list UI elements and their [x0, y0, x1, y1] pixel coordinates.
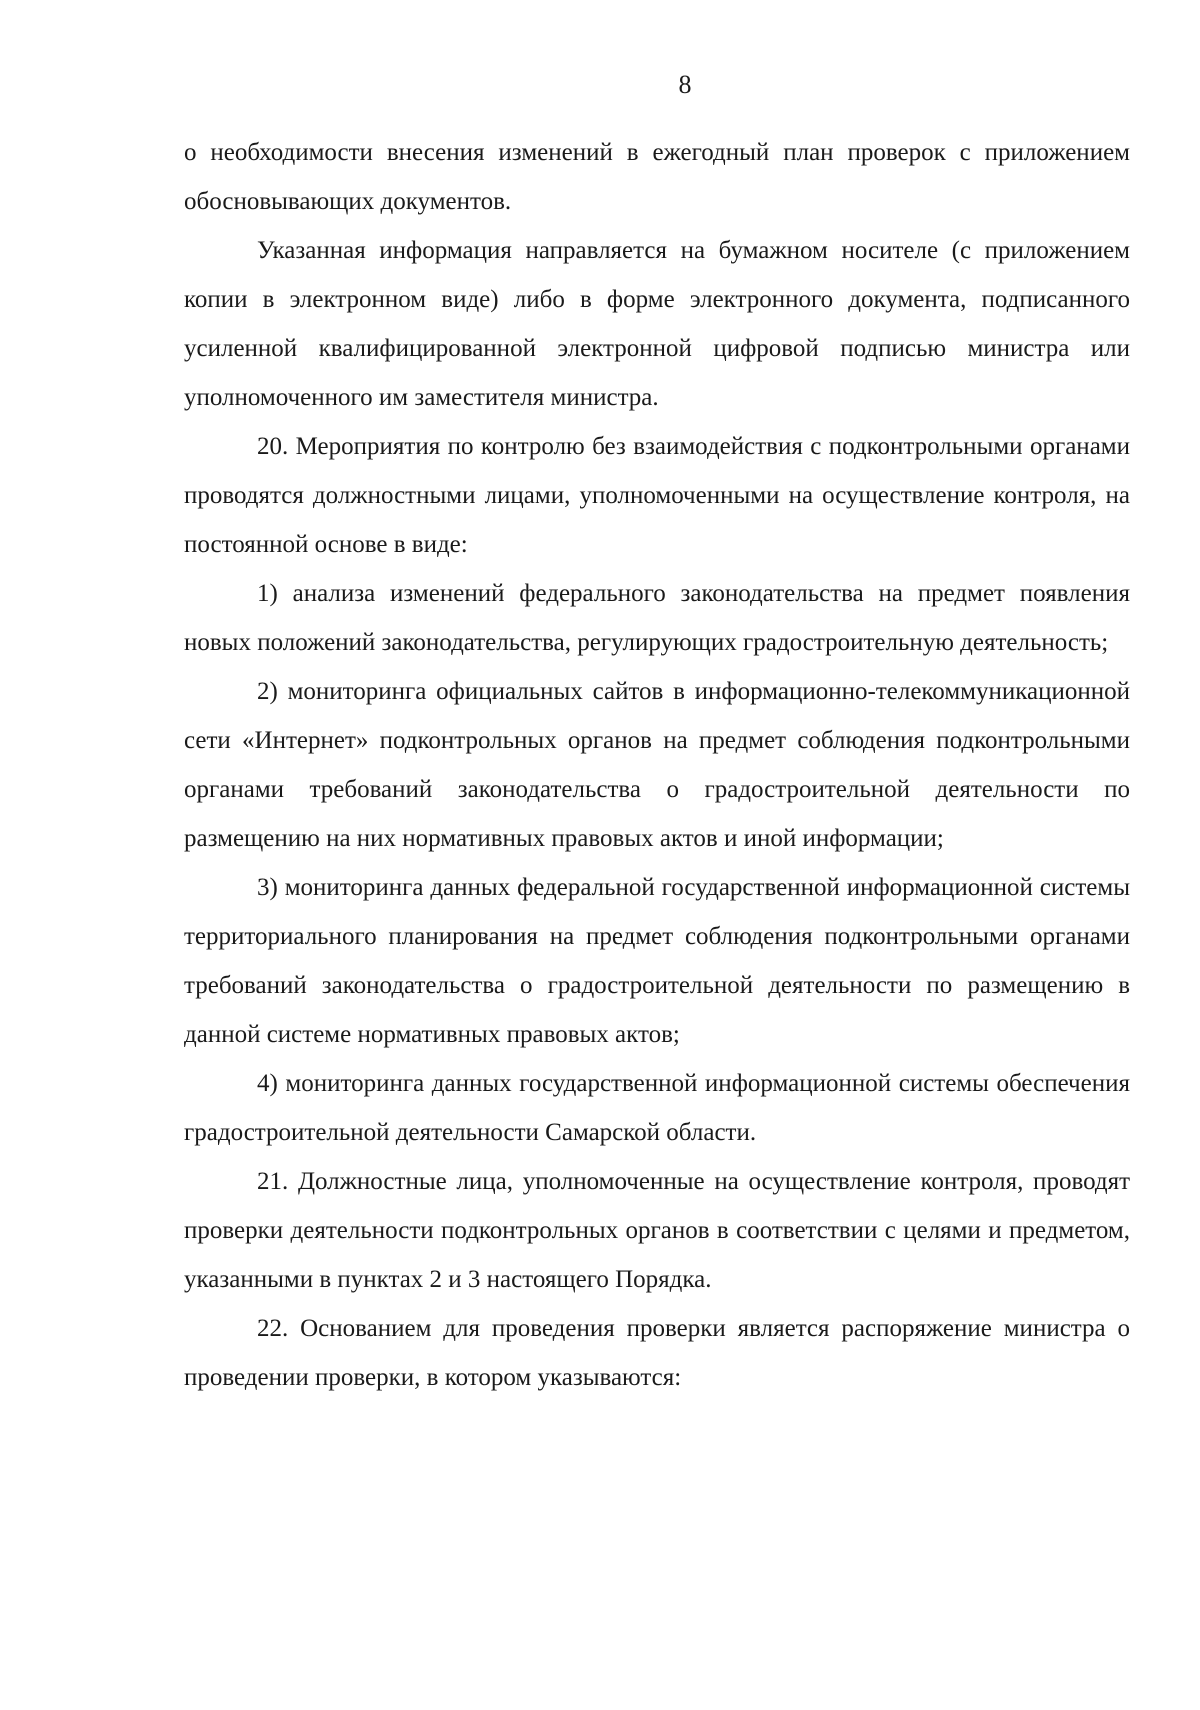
paragraph-continuation: о необходимости внесения изменений в ежегодный план проверок с приложением обосновывающих документов.: [184, 139, 1130, 215]
paragraph-subitem-3: 3) мониторинга данных федеральной государственной информационной системы территориального планирования на предмет соблюдения подконтрольными органами требований законодательства о градостроительной деятельности по размещению в данной системе нормативных правовых актов;: [184, 874, 1130, 1048]
paragraph-subitem-2: 2) мониторинга официальных сайтов в информационно-телекоммуникационной сети «Интернет» подконтрольных органов на предмет соблюдения подконтрольными органами требований законодательства о градостроительной деятельности по размещению на них нормативных правовых актов и иной информации;: [184, 678, 1130, 852]
paragraph-item-21: 21. Должностные лица, уполномоченные на осуществление контроля, проводят проверки деятельности подконтрольных органов в соответствии с целями и предметом, указанными в пунктах 2 и 3 настоящего Порядка.: [184, 1168, 1130, 1293]
document-body: [184, 128, 1130, 1402]
paragraph-information-submission: Указанная информация направляется на бумажном носителе (с приложением копии в электронном виде) либо в форме электронного документа, подписанного усиленной квалифицированной электронной цифровой подписью министра или уполномоченного им заместителя министра.: [184, 237, 1130, 411]
paragraph-item-22: 22. Основанием для проведения проверки является распоряжение министра о проведении проверки, в котором указываются:: [184, 1315, 1130, 1391]
paragraph-subitem-1: 1) анализа изменений федерального законодательства на предмет появления новых положений законодательства, регулирующих градостроительную деятельность;: [184, 580, 1130, 656]
paragraph-item-20: 20. Мероприятия по контролю без взаимодействия с подконтрольными органами проводятся должностными лицами, уполномоченными на осуществление контроля, на постоянной основе в виде:: [184, 433, 1130, 558]
paragraph-subitem-4: 4) мониторинга данных государственной информационной системы обеспечения градостроительной деятельности Самарской области.: [184, 1070, 1130, 1146]
page-number: 8: [678, 70, 692, 99]
